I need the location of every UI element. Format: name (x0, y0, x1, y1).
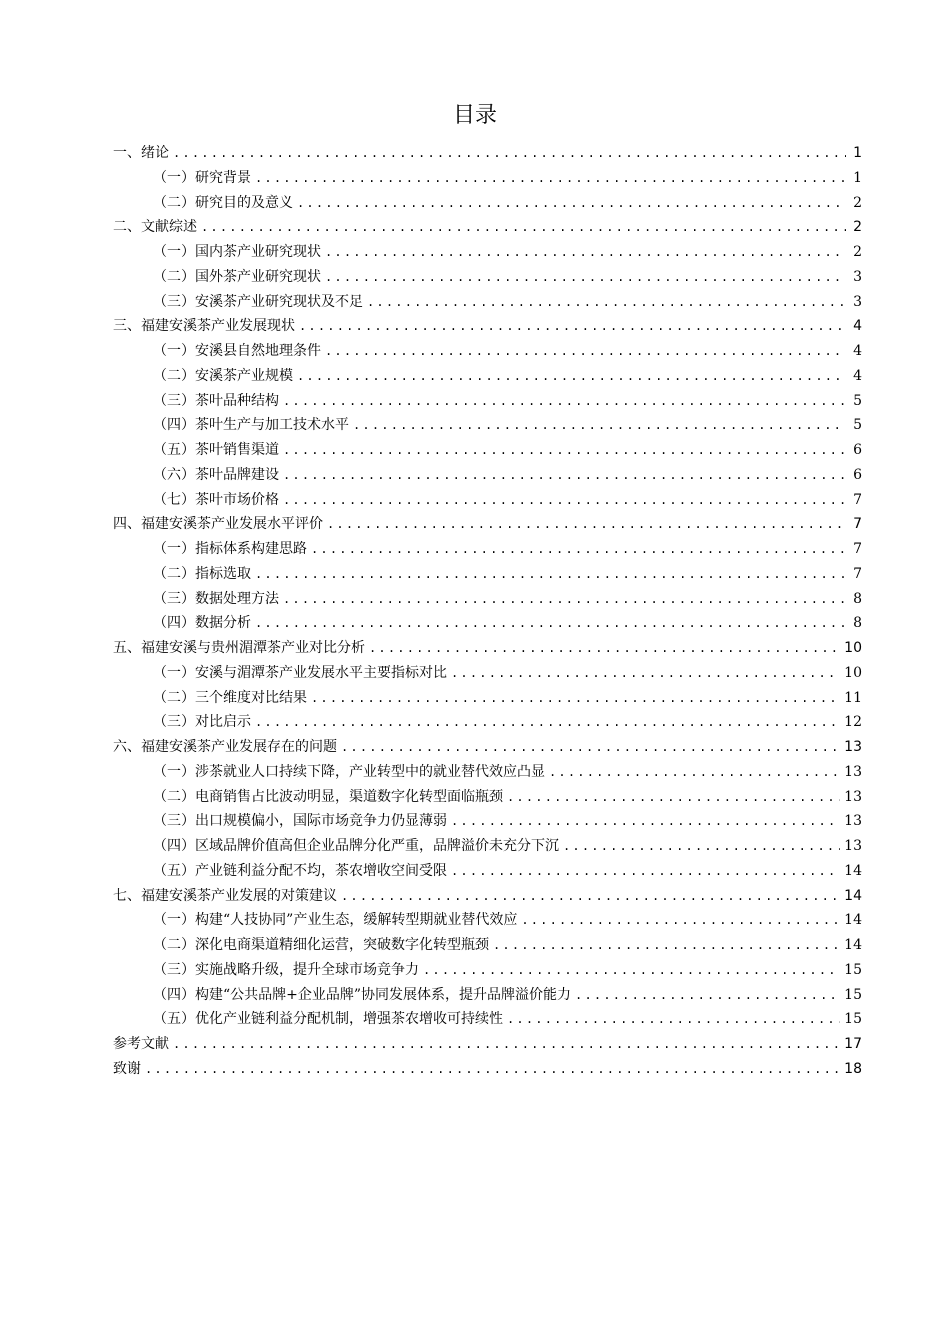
toc-entry-label: （三）数据处理方法 (153, 590, 279, 607)
toc-title: 目录 (452, 103, 497, 128)
toc-section-entry[interactable] (113, 959, 862, 984)
toc-entry-label: （一）涉茶就业人口持续下降，产业转型中的就业替代效应凸显 (153, 763, 545, 780)
toc-section-entry[interactable] (113, 241, 862, 266)
dot-leader (283, 493, 846, 507)
toc-entry-page-number: 8 (853, 590, 862, 607)
toc-entry-label: （三）出口规模偏小，国际市场竞争力仍显薄弱 (153, 813, 447, 830)
toc-entry-label: （二）研究目的及意义 (153, 194, 293, 211)
toc-section-entry[interactable] (113, 934, 862, 959)
dot-leader (299, 319, 846, 333)
toc-entry-page-number: 15 (844, 961, 862, 978)
toc-entry-page-number: 13 (844, 739, 862, 755)
toc-entry-page-number: 2 (853, 194, 862, 211)
toc-entry-page-number: 11 (844, 689, 862, 706)
toc-entry-page-number: 7 (853, 516, 862, 533)
toc-entry-label: （一）研究背景 (153, 169, 251, 186)
toc-entry-page-number: 6 (853, 466, 862, 483)
dot-leader (201, 220, 846, 234)
toc-entry-page-number: 6 (853, 442, 862, 458)
toc-entry-page-number: 14 (844, 912, 862, 929)
toc-entry-page-number: 10 (844, 664, 862, 681)
dot-leader (341, 889, 840, 903)
toc-entry-label: （四）数据分析 (153, 615, 251, 632)
toc-entry-page-number: 3 (853, 293, 862, 310)
toc-chapter-entry[interactable] (113, 885, 862, 910)
toc-section-entry[interactable] (113, 687, 862, 712)
toc-entry-page-number: 15 (844, 1011, 862, 1028)
dot-leader (451, 666, 840, 680)
dot-leader (325, 344, 846, 358)
dot-leader (507, 790, 840, 804)
toc-entry-page-number: 4 (853, 367, 862, 384)
toc-entry-page-number: 5 (853, 417, 862, 434)
toc-entry-page-number: 3 (853, 268, 862, 285)
dot-leader (255, 616, 846, 630)
toc-section-entry[interactable] (113, 761, 862, 786)
toc-entry-page-number: 13 (844, 838, 862, 854)
toc-entry-label: （五）优化产业链利益分配机制，增强茶农增收可持续性 (153, 1011, 503, 1028)
toc-entry-page-number: 13 (844, 763, 862, 780)
toc-section-entry[interactable] (113, 192, 862, 217)
dot-leader (283, 394, 846, 408)
toc-entry-label: （三）实施战略升级，提升全球市场竞争力 (153, 961, 419, 978)
toc-entry-page-number: 4 (853, 318, 862, 335)
toc-entry-label: （三）茶叶品种结构 (153, 392, 279, 409)
toc-section-entry[interactable] (113, 464, 862, 489)
dot-leader (255, 567, 846, 581)
toc-entry-label: （二）指标选取 (153, 565, 251, 582)
toc-entry-label: （二）电商销售占比波动明显，渠道数字化转型面临瓶颈 (153, 788, 503, 805)
toc-section-entry[interactable] (113, 489, 862, 514)
toc-entry-label: （一）安溪县自然地理条件 (153, 343, 321, 359)
dot-leader (507, 1012, 840, 1026)
toc-entry-label: （七）茶叶市场价格 (153, 491, 279, 508)
toc-section-entry[interactable] (113, 662, 862, 687)
toc-entry-label: （三）安溪茶产业研究现状及不足 (153, 293, 363, 310)
toc-entry-page-number: 5 (853, 392, 862, 409)
toc-entry-label: 二、文献综述 (113, 219, 197, 236)
toc-entry-label: （五）产业链利益分配不均，茶农增收空间受限 (153, 862, 447, 879)
toc-entry-page-number: 1 (853, 169, 862, 186)
toc-entry-label: （六）茶叶品牌建设 (153, 466, 279, 483)
toc-entry-label: （二）国外茶产业研究现状 (153, 268, 321, 285)
toc-section-entry[interactable] (113, 414, 862, 439)
toc-entry-label: 七、福建安溪茶产业发展的对策建议 (113, 887, 337, 904)
toc-chapter-entry[interactable] (113, 315, 862, 340)
toc-entry-label: （五）茶叶销售渠道 (153, 442, 279, 458)
toc-entry-label: （一）安溪与湄潭茶产业发展水平主要指标对比 (153, 664, 447, 681)
dot-leader (311, 691, 840, 705)
toc-entry-page-number: 7 (853, 565, 862, 582)
toc-entry-page-number: 2 (853, 244, 862, 260)
toc-entry-page-number: 15 (844, 986, 862, 1003)
toc-entry-label: （一）指标体系构建思路 (153, 541, 307, 557)
dot-leader (423, 963, 840, 977)
toc-chapter-entry[interactable] (113, 637, 862, 662)
toc-entry-label: （一）国内茶产业研究现状 (153, 244, 321, 260)
toc-entry-page-number: 2 (853, 219, 862, 236)
toc-section-entry[interactable] (113, 439, 862, 464)
dot-leader (521, 913, 840, 927)
toc-section-entry[interactable] (113, 340, 862, 365)
toc-entry-label: （四）构建“公共品牌+企业品牌”协同发展体系，提升品牌溢价能力 (153, 986, 572, 1003)
dot-leader (451, 814, 840, 828)
toc-entry-label: 一、绪论 (113, 145, 169, 161)
toc-section-entry[interactable] (113, 291, 862, 316)
toc-entry-page-number: 1 (853, 145, 862, 161)
dot-leader (297, 196, 846, 210)
toc-section-entry[interactable] (113, 1008, 862, 1033)
toc-entry-label: （二）安溪茶产业规模 (153, 367, 293, 384)
toc-section-entry[interactable] (113, 390, 862, 415)
toc-entry-label: 三、福建安溪茶产业发展现状 (113, 318, 295, 335)
toc-section-entry[interactable] (113, 538, 862, 563)
toc-section-entry[interactable] (113, 810, 862, 835)
toc-entry-page-number: 8 (853, 615, 862, 632)
toc-chapter-entry[interactable] (113, 1033, 862, 1058)
toc-entry-page-number: 7 (853, 541, 862, 557)
toc-section-entry[interactable] (113, 588, 862, 613)
toc-entry-page-number: 17 (844, 1036, 862, 1052)
toc-section-entry[interactable] (113, 365, 862, 390)
toc-section-entry[interactable] (113, 167, 862, 192)
toc-entry-page-number: 14 (844, 862, 862, 879)
toc-section-entry[interactable] (113, 266, 862, 291)
dot-leader (283, 468, 846, 482)
dot-leader (353, 418, 846, 432)
dot-leader (145, 1062, 840, 1076)
toc-entry-label: 致谢 (113, 1060, 141, 1077)
toc-entry-label: （二）深化电商渠道精细化运营，突破数字化转型瓶颈 (153, 937, 489, 953)
table-of-contents (113, 142, 862, 1083)
dot-leader (297, 369, 846, 383)
toc-entry-page-number: 7 (853, 491, 862, 508)
toc-entry-page-number: 10 (844, 640, 862, 656)
toc-section-entry[interactable] (113, 835, 862, 860)
dot-leader (173, 146, 846, 160)
toc-section-entry[interactable] (113, 786, 862, 811)
toc-section-entry[interactable] (113, 860, 862, 885)
toc-entry-page-number: 12 (844, 714, 862, 731)
dot-leader (325, 245, 846, 259)
toc-entry-label: （二）三个维度对比结果 (153, 689, 307, 706)
toc-chapter-entry[interactable] (113, 216, 862, 241)
dot-leader (575, 988, 840, 1002)
toc-entry-page-number: 18 (844, 1060, 862, 1077)
dot-leader (327, 517, 846, 531)
toc-entry-page-number: 14 (844, 887, 862, 904)
toc-entry-label: 四、福建安溪茶产业发展水平评价 (113, 516, 323, 533)
dot-leader (283, 592, 846, 606)
toc-entry-label: （一）构建“人技协同”产业生态，缓解转型期就业替代效应 (153, 912, 518, 929)
toc-entry-page-number: 13 (844, 813, 862, 830)
toc-entry-page-number: 13 (844, 788, 862, 805)
toc-chapter-entry[interactable] (113, 736, 862, 761)
dot-leader (255, 715, 840, 729)
dot-leader (341, 740, 840, 754)
dot-leader (369, 641, 840, 655)
dot-leader (325, 270, 846, 284)
toc-chapter-entry[interactable] (113, 142, 862, 167)
dot-leader (563, 839, 840, 853)
dot-leader (311, 542, 846, 556)
toc-entry-label: （三）对比启示 (153, 714, 251, 731)
dot-leader (283, 443, 846, 457)
dot-leader (367, 295, 846, 309)
dot-leader (255, 171, 846, 185)
dot-leader (493, 938, 840, 952)
toc-entry-page-number: 14 (844, 937, 862, 953)
dot-leader (173, 1037, 840, 1051)
dot-leader (451, 864, 840, 878)
toc-entry-label: 五、福建安溪与贵州湄潭茶产业对比分析 (113, 640, 365, 656)
toc-chapter-entry[interactable] (113, 513, 862, 538)
toc-entry-label: 参考文献 (113, 1036, 169, 1052)
toc-section-entry[interactable] (113, 909, 862, 934)
toc-entry-label: （四）茶叶生产与加工技术水平 (153, 417, 349, 434)
dot-leader (549, 765, 840, 779)
toc-section-entry[interactable] (113, 563, 862, 588)
toc-entry-label: （四）区域品牌价值高但企业品牌分化严重，品牌溢价未充分下沉 (153, 838, 559, 854)
toc-entry-page-number: 4 (853, 343, 862, 359)
toc-section-entry[interactable] (113, 711, 862, 736)
toc-section-entry[interactable] (113, 612, 862, 637)
toc-chapter-entry[interactable] (113, 1058, 862, 1083)
toc-section-entry[interactable] (113, 984, 862, 1009)
toc-entry-label: 六、福建安溪茶产业发展存在的问题 (113, 739, 337, 755)
